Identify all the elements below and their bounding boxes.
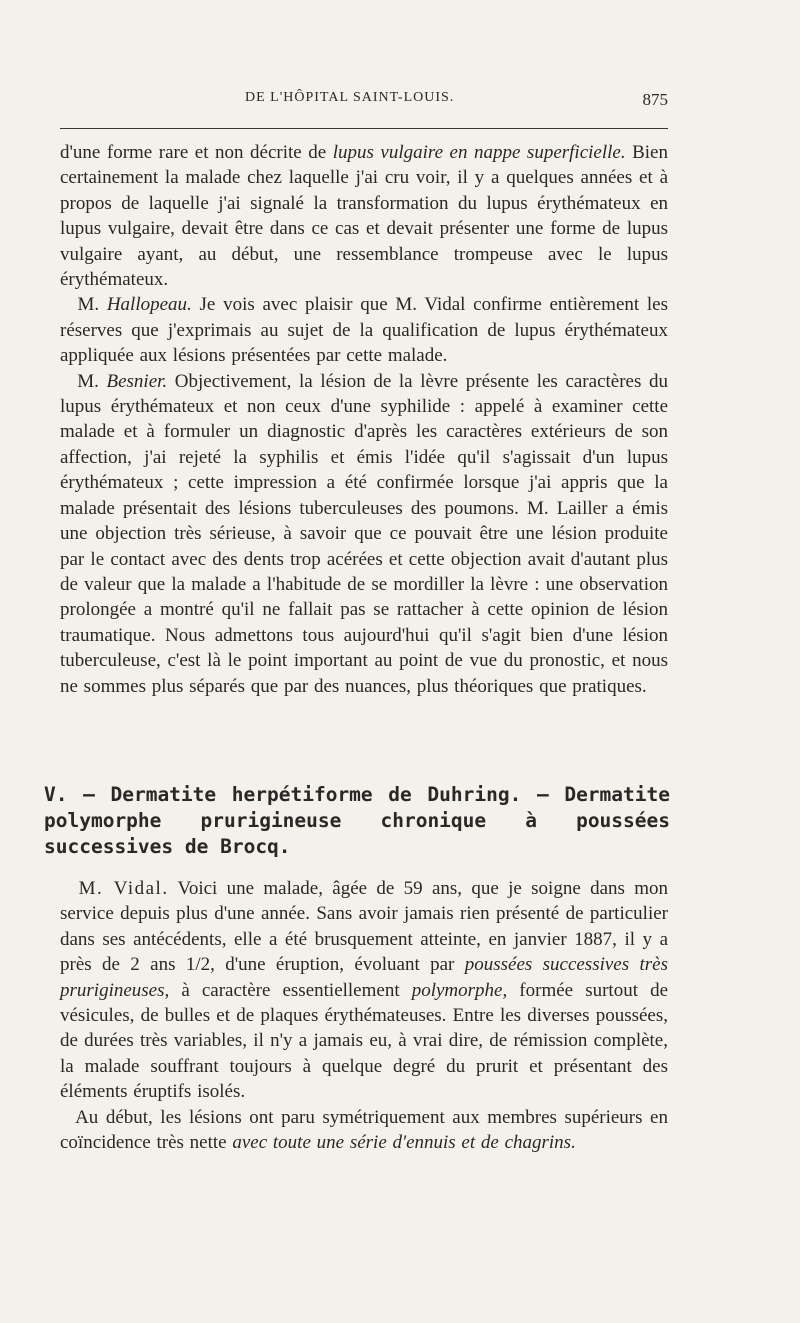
paragraph-hallopeau <box>60 292 668 368</box>
italic-term: lupus vulgaire en nappe superficielle. <box>332 142 626 163</box>
text-run: Voici une malade, âgée de 59 ans, que je soigne dans mon service depuis plus d'une année. Sans avoir jamais rien présenté de particulier dans ses antécédents, elle a été brusquement atteinte, en janvier 1887, il y a près de 2 ans 1/2, d'une éruption, évoluant par <box>60 878 668 976</box>
italic-term: poussées successives très prurigineuses, <box>60 954 668 1001</box>
text-run: Je vois avec plaisir que M. Vidal confirme entièrement les réserves que j'exprimais au sujet de la qualification de lupus érythémateux appliquée aux lésions présentées par cette malade. <box>60 294 668 367</box>
speaker-prefix: M. <box>77 294 107 316</box>
text-run: formée surtout de vésicules, de bulles et de plaques érythémateuses. Entre les diverses poussées, de durées très variables, il n'y a jamais eu, à vrai dire, de rémission complète, la malade souffrant toujours à quelque degré du prurit et présentant des éléments éruptifs isolés. <box>60 979 668 1103</box>
paragraph-debut <box>60 1105 668 1156</box>
text-run: Bien certainement la malade chez laquelle j'ai cru voir, il y a quelques années et à propos de laquelle j'ai signalé la transformation du lupus érythémateux en lupus vulgaire, devait être dans ce cas et devait présenter une forme de lupus vulgaire ayant, au début, une ressemblance trompeuse avec le lupus érythémateux. <box>60 142 668 291</box>
text-run: Au début, les lésions ont paru symétriquement aux membres supérieurs en coïncidence très nette <box>60 1106 668 1154</box>
speaker-name: M. Vidal. <box>78 878 169 899</box>
running-title: DE L'HÔPITAL SAINT-LOUIS. <box>245 90 455 105</box>
page-number: 875 <box>642 90 668 109</box>
paragraph-besnier <box>60 369 668 699</box>
header-rule <box>60 128 668 129</box>
text-run: à caractère essentiellement <box>169 979 412 1001</box>
text-block-2 <box>60 876 668 1155</box>
italic-term: polymorphe, <box>411 979 508 1001</box>
italic-term: avec toute une série d'ennuis et de chagrins. <box>232 1132 576 1154</box>
speaker-prefix: M. <box>77 370 107 392</box>
text-run: d'une forme rare et non décrite de <box>60 142 333 163</box>
text-run: Objectivement, la lésion de la lèvre présente les caractères du lupus érythémateux et non ceux d'une syphilide : appelé à examiner cette malade et à formuler un diagnostic d'après les caractères extérieurs de son affection, j'ai rejeté la syphilis et émis l'idée qu'il s'agissait d'un lupus érythémateux ; cette impression a été confirmée lorsque j'ai appris que la malade présentait des lésions tuberculeuses des poumons. M. Lailler a émis une objection très sérieuse, à savoir que ce pouvait être une lésion produite par le contact avec des dents trop acérées et cette objection avait d'autant plus de valeur que la malade a l'habitude de se mordiller la lèvre : une observation prolongée a montré qu'il ne fallait pas se rattacher à cette opinion de lésion traumatique. Nous admettons tous aujourd'hui qu'il s'agit bien d'une lésion tuberculeuse, c'est là le point important au point de vue du pronostic, et nous ne sommes plus séparés que par des nuances, plus théoriques que pratiques. <box>60 370 668 697</box>
speaker-name: Hallopeau. <box>106 294 192 316</box>
paragraph-vidal <box>60 876 668 1105</box>
text-block-1 <box>60 140 668 699</box>
paragraph-lupus <box>60 140 668 292</box>
section-heading: V. — Dermatite herpétiforme de Duhring. — Dermatite polymorphe prurigineuse chronique à poussées successives de Brocq. <box>44 783 670 858</box>
speaker-name: Besnier. <box>106 370 168 392</box>
